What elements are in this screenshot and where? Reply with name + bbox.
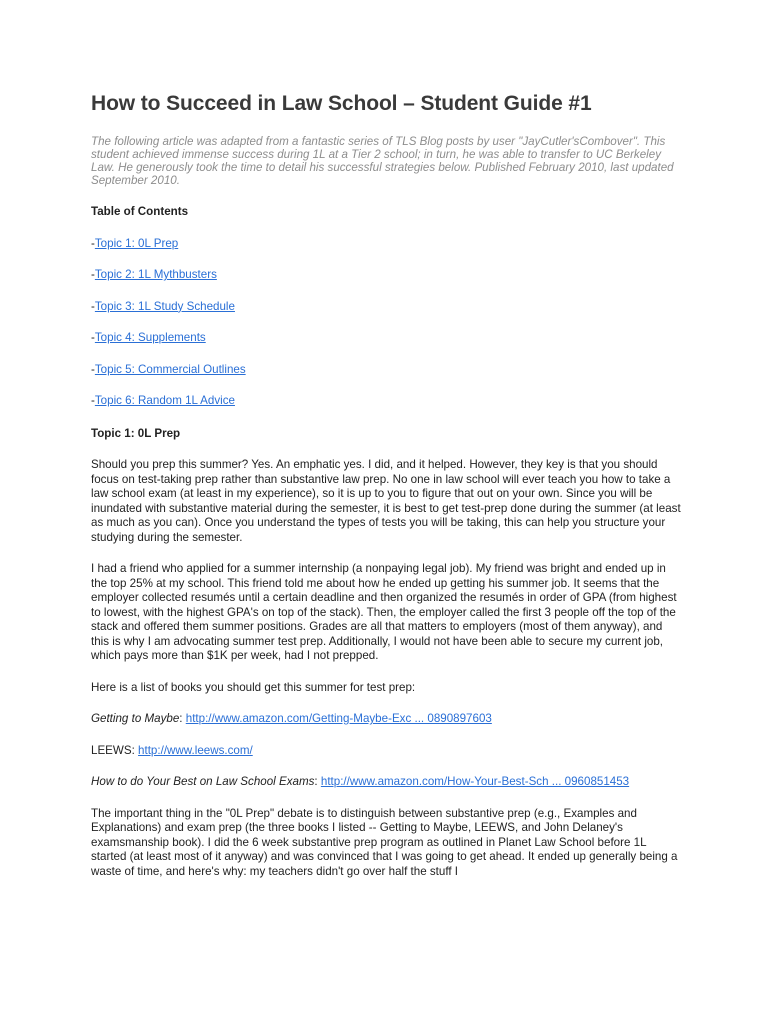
book-entry	[91, 744, 681, 759]
book-entry	[91, 712, 681, 727]
toc-item	[91, 331, 681, 346]
book-link[interactable]: http://www.amazon.com/How-Your-Best-Sch ... 0960851453	[320, 775, 630, 788]
book-separator: :	[179, 712, 186, 725]
toc-link-topic-3[interactable]: Topic 3: 1L Study Schedule	[94, 299, 235, 313]
toc-link-topic-1[interactable]: Topic 1: 0L Prep	[94, 236, 179, 250]
book-title: LEEWS	[91, 743, 132, 757]
book-separator: :	[314, 775, 321, 788]
body-paragraph: Should you prep this summer? Yes. An emphatic yes. I did, and it helped. However, they key is that you should focus on test-taking prep rather than substantive law prep. No one in law school will ever teach you how to take a law school exam (at least in my experience), so it is up to you to figure that out on your own. Since you will be inundated with substantive material during the semester, it is best to get test-prep done during the summer (at least as much as you can). Once you understand the types of tests you will be taking, this can help you structure your studying during the semester.	[91, 458, 681, 544]
toc-prefix: -	[91, 394, 95, 407]
toc-item	[91, 363, 681, 378]
toc-prefix: -	[91, 331, 95, 344]
document-page	[91, 88, 681, 879]
toc-prefix: -	[91, 362, 95, 376]
toc-link-topic-6[interactable]: Topic 6: Random 1L Advice	[94, 394, 235, 407]
book-link[interactable]: http://www.amazon.com/Getting-Maybe-Exc ... 0890897603	[185, 712, 492, 725]
book-link[interactable]: http://www.leews.com/	[138, 743, 253, 757]
toc-item	[91, 268, 681, 283]
book-entry	[91, 775, 681, 790]
book-separator: :	[131, 743, 139, 757]
article-intro: The following article was adapted from a fantastic series of TLS Blog posts by user "JayCutler'sCombover". This student achieved immense success during 1L at a Tier 2 school; in turn, he was able to transfer to UC Berkeley Law. He generously took the time to detail his successful strategies below. Published February 2010, last updated September 2010.	[91, 135, 674, 187]
section-heading: Topic 1: 0L Prep	[91, 426, 181, 440]
body-paragraph: The important thing in the "0L Prep" debate is to distinguish between substantive prep (e.g., Examples and Explanations) and exam prep (the three books I listed -- Getting to Maybe, LEEWS, and John Delaney's examsmanship book). I did the 6 week substantive prep program as outlined in Planet Law School before 1L started (at least most of it anyway) and was convinced that I was going to get ahead. It ended up generally being a waste of time, and here's why: my teachers didn't go over half the stuff I	[91, 806, 678, 878]
book-title: How to do Your Best on Law School Exams	[91, 775, 315, 788]
toc-prefix: -	[91, 268, 95, 281]
toc-link-topic-4[interactable]: Topic 4: Supplements	[94, 331, 206, 344]
toc-link-topic-2[interactable]: Topic 2: 1L Mythbusters	[94, 268, 217, 281]
book-title: Getting to Maybe	[91, 712, 180, 725]
page-title: How to Succeed in Law School – Student Guide #1	[91, 92, 592, 115]
toc-link-topic-5[interactable]: Topic 5: Commercial Outlines	[94, 362, 246, 376]
toc-item	[91, 394, 681, 409]
toc-prefix: -	[91, 236, 95, 250]
toc-heading: Table of Contents	[91, 205, 189, 218]
toc-item	[91, 300, 681, 315]
body-paragraph: I had a friend who applied for a summer internship (a nonpaying legal job). My friend was bright and ended up in the top 25% at my school. This friend told me about how he ended up getting his summer job. It seems that the employer collected resumés until a certain deadline and then organized the resumés in order of GPA (from highest to lowest, with the highest GPA's on top of the stack). Then, the employer called the first 3 people off the top of the stack and offered them summer positions. Grades are all that matters to employers (most of them anyway), and this is why I am advocating summer test prep. Additionally, I would not have been able to secure my current job, which pays more than $1K per week, had I not prepped.	[91, 562, 677, 662]
toc-item	[91, 237, 681, 252]
toc-prefix: -	[91, 299, 95, 313]
body-paragraph: Here is a list of books you should get this summer for test prep:	[91, 680, 416, 694]
